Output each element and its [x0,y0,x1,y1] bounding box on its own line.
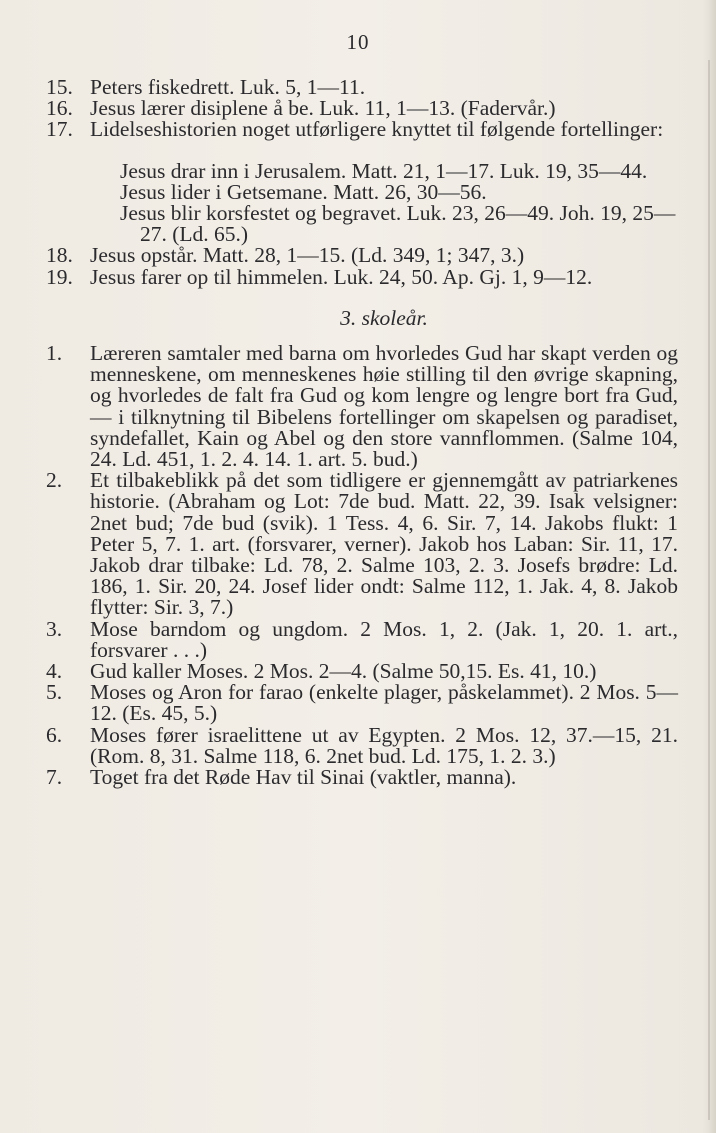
sub-item-getsemane: Jesus lider i Getsemane. Matt. 26, 30—56. [120,179,487,204]
page-number: 10 [346,30,370,54]
sub-item-jerusalem: Jesus drar inn i Jerusalem. Matt. 21, 1—17. Luk. 19, 35—44. [120,158,648,183]
item-text: Jesus opstår. Matt. 28, 1—15. (Ld. 349, 1; 347, 3.) [90,243,525,268]
item-text: Toget fra det Røde Hav til Sinai (vaktler, manna). [90,765,517,790]
item-number: 16. [46,96,73,121]
item-number: 15. [46,75,73,99]
page-binding-line [708,60,710,1120]
list-item-7 [46,767,678,788]
item-number: 18. [46,243,73,268]
item-text: Jesus lærer disiplene å be. Luk. 11, 1—13. (Fadervår.) [90,96,556,121]
item-number: 3. [46,616,63,641]
list-item-19 [46,264,678,289]
list-item-3 [46,616,678,662]
item-number: 17. [46,117,73,142]
spacer [46,141,678,161]
item-text: Læreren samtaler med barna om hvorledes Gud har skapt verden og menneskene, om menneskenes høie stilling til den øvrige skapning, og hvorledes de falt fra Gud og kom lengre og lengre bort fra Gud, — i tilknytning til Bibelens fortellinger om skapelsen og paradiset, syndefallet, Kain og Abel og den store vannflommen. (Salme 104, 24. Ld. 451, 1. 2. 4. 14. 1. art. 5. bud.) [90,341,678,472]
item-text: Moses fører israelittene ut av Egypten. 2 Mos. 12, 37.—15, 21. (Rom. 8, 31. Salme 118, 6. 2net bud. Ld. 175, 1. 2. 3.) [90,722,678,768]
list-item-4 [46,661,678,682]
list-item-15 [46,77,678,98]
item-number: 2. [46,468,63,493]
item-text: Lidelseshistorien noget utførligere knyttet til følgende fortellinger: [90,117,664,142]
list-item-6 [46,722,678,768]
item-text: Moses og Aron for farao (enkelte plager, påskelammet). 2 Mos. 5—12. (Es. 45, 5.) [90,680,678,726]
list-item-17 [46,119,678,140]
item-text: Mose barndom og ungdom. 2 Mos. 1, 2. (Jak. 1, 20. 1. art., forsvarer . . .) [90,616,678,662]
item-text: Peters fiskedrett. Luk. 5, 1—11. [90,75,366,99]
item-number: 6. [46,722,63,747]
item-number: 5. [46,680,63,705]
section-heading: 3. skoleår. [340,305,428,330]
sub-item-korsfestet: Jesus blir korsfestet og begravet. Luk. 23, 26—49. Joh. 19, 25—27. (Ld. 65.) [120,201,676,247]
item-number: 19. [46,264,73,289]
item-text: Gud kaller Moses. 2 Mos. 2—4. (Salme 50,15. Es. 41, 10.) [90,659,597,684]
list-item-1 [46,343,678,470]
page-content [46,77,678,788]
item-text: Jesus farer op til himmelen. Luk. 24, 50. Ap. Gj. 1, 9—12. [90,264,593,289]
item-number: 4. [46,659,63,684]
list-item-5 [46,682,678,724]
list-item-16 [46,98,678,119]
item-number: 7. [46,765,63,790]
list-item-2 [46,470,678,618]
list-item-18 [46,245,678,266]
item-text: Et tilbakeblikk på det som tidligere er gjennemgått av patriarkenes historie. (Abraham og Lot: 7de bud. Matt. 22, 39. Isak velsigner: 2net bud; 7de bud (svik). 1 Tess. 4, 6. Sir. 7, 14. Jakobs flukt: 1 Peter 5, 7. 1. art. (forsvarer, verner). Jakob hos Laban: Sir. 11, 17. Jakob drar tilbake: Ld. 78, 2. Salme 103, 2. 3. Josefs brødre: Ld. 186, 1. Sir. 20, 24. Josef lider ondt: Salme 112, 1. Jak. 4, 8. Jakob flytter: Sir. 3, 7.) [90,468,678,620]
item-number: 1. [46,341,63,366]
